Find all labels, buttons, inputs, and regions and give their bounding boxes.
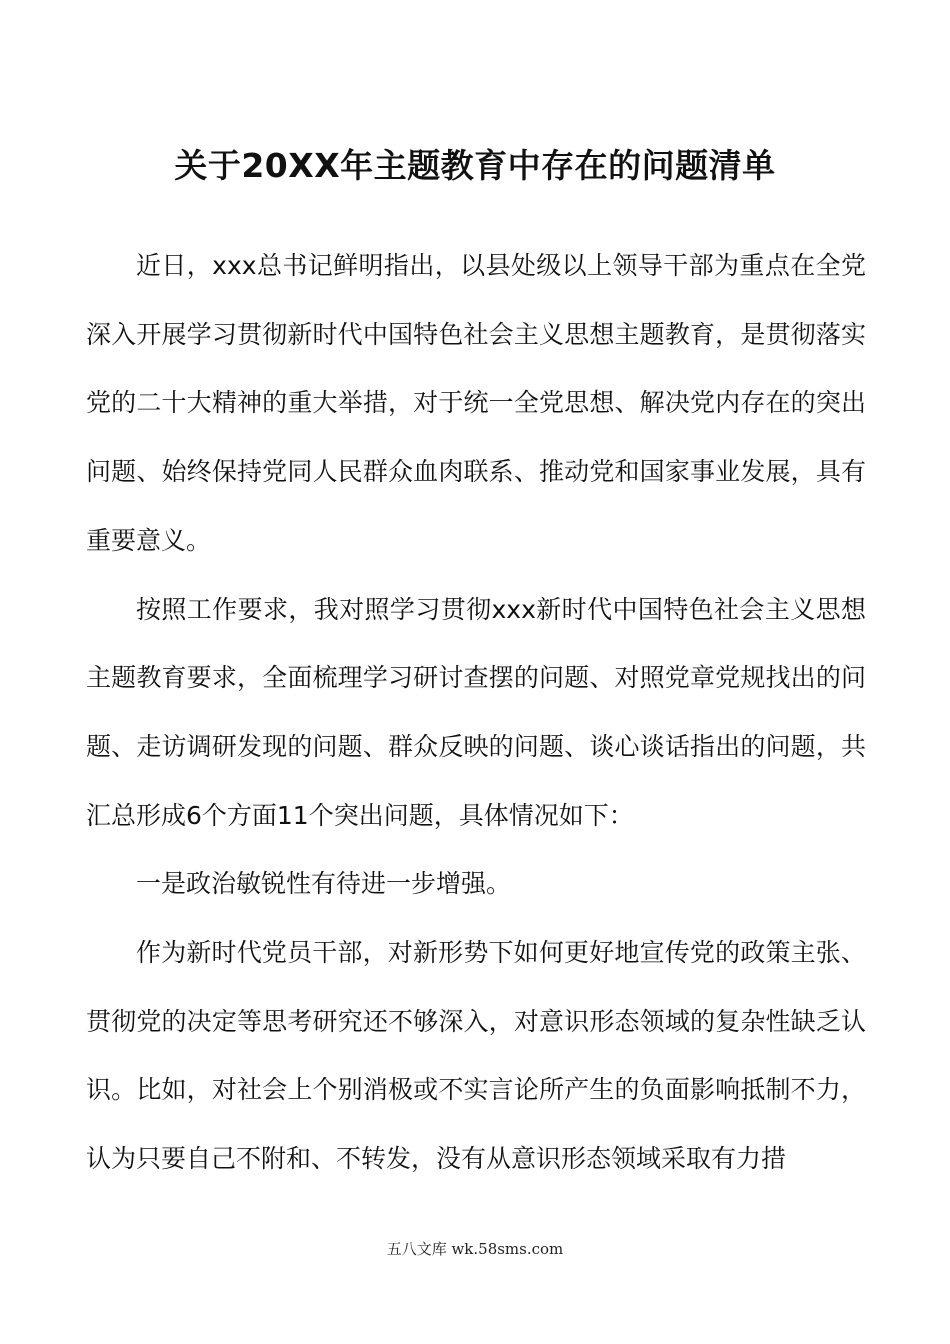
document-body [86, 232, 866, 1194]
page-footer-watermark: 五八文库 wk.58sms.com [386, 1240, 564, 1258]
paragraph-heading-1: 一是政治敏锐性有待进一步增强。 [136, 869, 512, 899]
paragraph-intro: 近日，xxx总书记鲜明指出，以县处级以上领导干部为重点在全党深入开展学习贯彻新时代中国特色社会主义思想主题教育，是贯彻落实党的二十大精神的重大举措，对于统一全党思想、解决党内存在的突出问题、始终保持党同人民群众血肉联系、推动党和国家事业发展，具有重要意义。 [86, 251, 866, 555]
document-title: 关于20XX年主题教育中存在的问题清单 [174, 146, 776, 185]
paragraph-summary: 按照工作要求，我对照学习贯彻xxx新时代中国特色社会主义思想主题教育要求，全面梳理学习研讨查摆的问题、对照党章党规找出的问题、走访调研发现的问题、群众反映的问题、谈心谈话指出的问题，共汇总形成6个方面11个突出问题，具体情况如下： [86, 594, 866, 830]
paragraph-detail-1: 作为新时代党员干部，对新形势下如何更好地宣传党的政策主张、贯彻党的决定等思考研究还不够深入，对意识形态领域的复杂性缺乏认识。比如，对社会上个别消极或不实言论所产生的负面影响抵制不力，认为只要自己不附和、不转发，没有从意识形态领域采取有力措 [86, 938, 866, 1174]
